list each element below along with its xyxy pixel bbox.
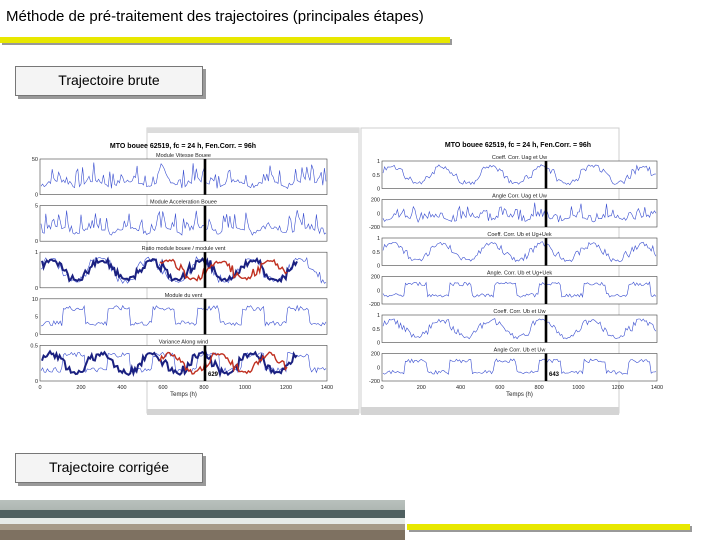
- y-tick-label: -200: [368, 379, 380, 385]
- panel: [32, 153, 327, 199]
- x-tick-label: 1400: [320, 385, 334, 391]
- right-figure-title: MTO bouee 62519, fc = 24 h, Fen.Corr. = 96h: [444, 142, 592, 149]
- x-tick-label: 1000: [238, 385, 252, 391]
- marker-label: 643: [549, 372, 560, 378]
- x-tick-label: 1200: [611, 385, 624, 391]
- panel: [32, 293, 327, 339]
- panel-title: Module du vent: [164, 292, 203, 299]
- panel: [30, 339, 327, 385]
- panel-axes: [382, 161, 657, 189]
- x-tick-label: 400: [455, 385, 466, 391]
- raw-trajectory-box: Trajectoire brute: [15, 66, 203, 96]
- y-tick-label: -200: [368, 225, 380, 231]
- y-tick-label: 0: [34, 192, 38, 199]
- x-tick-label: 200: [76, 385, 86, 391]
- panel-axes: [382, 277, 657, 305]
- right-figure: [361, 128, 663, 415]
- y-tick-label: 5: [34, 203, 38, 210]
- x-tick-label: 800: [199, 385, 209, 391]
- y-tick-label: 0: [376, 211, 380, 218]
- x-axis-label: Temps (h): [170, 392, 197, 398]
- x-tick-label: 600: [158, 385, 168, 391]
- y-tick-label: 0: [376, 365, 380, 372]
- panel-axes: [40, 206, 327, 242]
- y-tick-label: 200: [370, 274, 380, 281]
- y-tick-label: 10: [31, 296, 38, 303]
- panel-title: Module Vitesse Bouee: [156, 153, 211, 159]
- panel-axes: [382, 238, 657, 266]
- panel-title: Angle Corr. Uag et Uw: [492, 193, 547, 200]
- y-tick-label: 5: [34, 314, 38, 321]
- bottom-accent-bar: [407, 524, 690, 530]
- y-tick-label: 0: [376, 263, 380, 270]
- slide-title: Méthode de pré-traitement des trajectoires (principales étapes): [6, 8, 424, 25]
- y-tick-label: 0: [34, 332, 38, 339]
- y-tick-label: 0.5: [372, 172, 380, 179]
- panel: [35, 200, 327, 246]
- y-tick-label: 0: [34, 239, 38, 246]
- beach-photo: [0, 500, 405, 540]
- x-tick-label: 1200: [279, 385, 293, 391]
- corrected-trajectory-box: Trajectoire corrigée: [15, 453, 203, 483]
- x-tick-label: 400: [117, 385, 127, 391]
- y-tick-label: 200: [370, 351, 380, 358]
- x-axis-label: Temps (h): [506, 392, 533, 398]
- x-tick-label: 1400: [650, 385, 664, 391]
- panel-axes: [40, 299, 327, 335]
- panel: [35, 246, 327, 292]
- panel-title: Coeff. Corr. Uag et Uw: [491, 155, 548, 161]
- y-tick-label: 1: [34, 250, 38, 257]
- y-tick-label: 50: [31, 157, 38, 163]
- y-tick-label: 0: [34, 285, 38, 292]
- panel-title: Angle. Corr. Ub et Ug+Uek: [486, 270, 553, 277]
- y-tick-label: 1: [376, 313, 380, 319]
- y-tick-label: -200: [368, 302, 380, 308]
- y-tick-label: 1: [376, 236, 380, 242]
- panel-title: Coeff. Corr. Ub et Ug+Uek: [487, 232, 552, 238]
- y-tick-label: 0: [34, 379, 38, 385]
- y-tick-label: 0.5: [372, 249, 380, 256]
- y-tick-label: 0.5: [372, 326, 380, 333]
- panel-axes: [40, 159, 327, 195]
- panel-title: Coeff. Corr. Ub et Uw: [493, 309, 546, 315]
- y-tick-label: 0: [376, 340, 380, 347]
- x-tick-label: 1000: [572, 385, 585, 391]
- panel-title: Angle Corr. Ub et Uw: [493, 347, 546, 354]
- x-tick-label: 0: [380, 385, 384, 391]
- x-tick-label: 800: [534, 385, 544, 391]
- left-figure-title: MTO bouee 62519, fc = 24 h, Fen.Corr. = 96h: [109, 143, 257, 150]
- panel-title: Variance Along wind: [158, 339, 209, 346]
- left-figure: [30, 128, 359, 415]
- panel-axes: [382, 354, 657, 382]
- x-tick-label: 0: [38, 385, 42, 391]
- panel-title: Module Acceleration Bouee: [150, 199, 217, 206]
- marker-label: 629: [208, 372, 219, 378]
- y-tick-label: 1: [376, 159, 380, 165]
- y-tick-label: 0.5: [30, 343, 38, 350]
- panel-title: Ratio module bouee / module vent: [141, 246, 226, 253]
- y-tick-label: 200: [370, 197, 380, 204]
- x-tick-label: 200: [416, 385, 426, 391]
- y-tick-label: 0: [376, 288, 380, 295]
- y-tick-label: 0: [376, 186, 380, 193]
- x-tick-label: 600: [495, 385, 505, 391]
